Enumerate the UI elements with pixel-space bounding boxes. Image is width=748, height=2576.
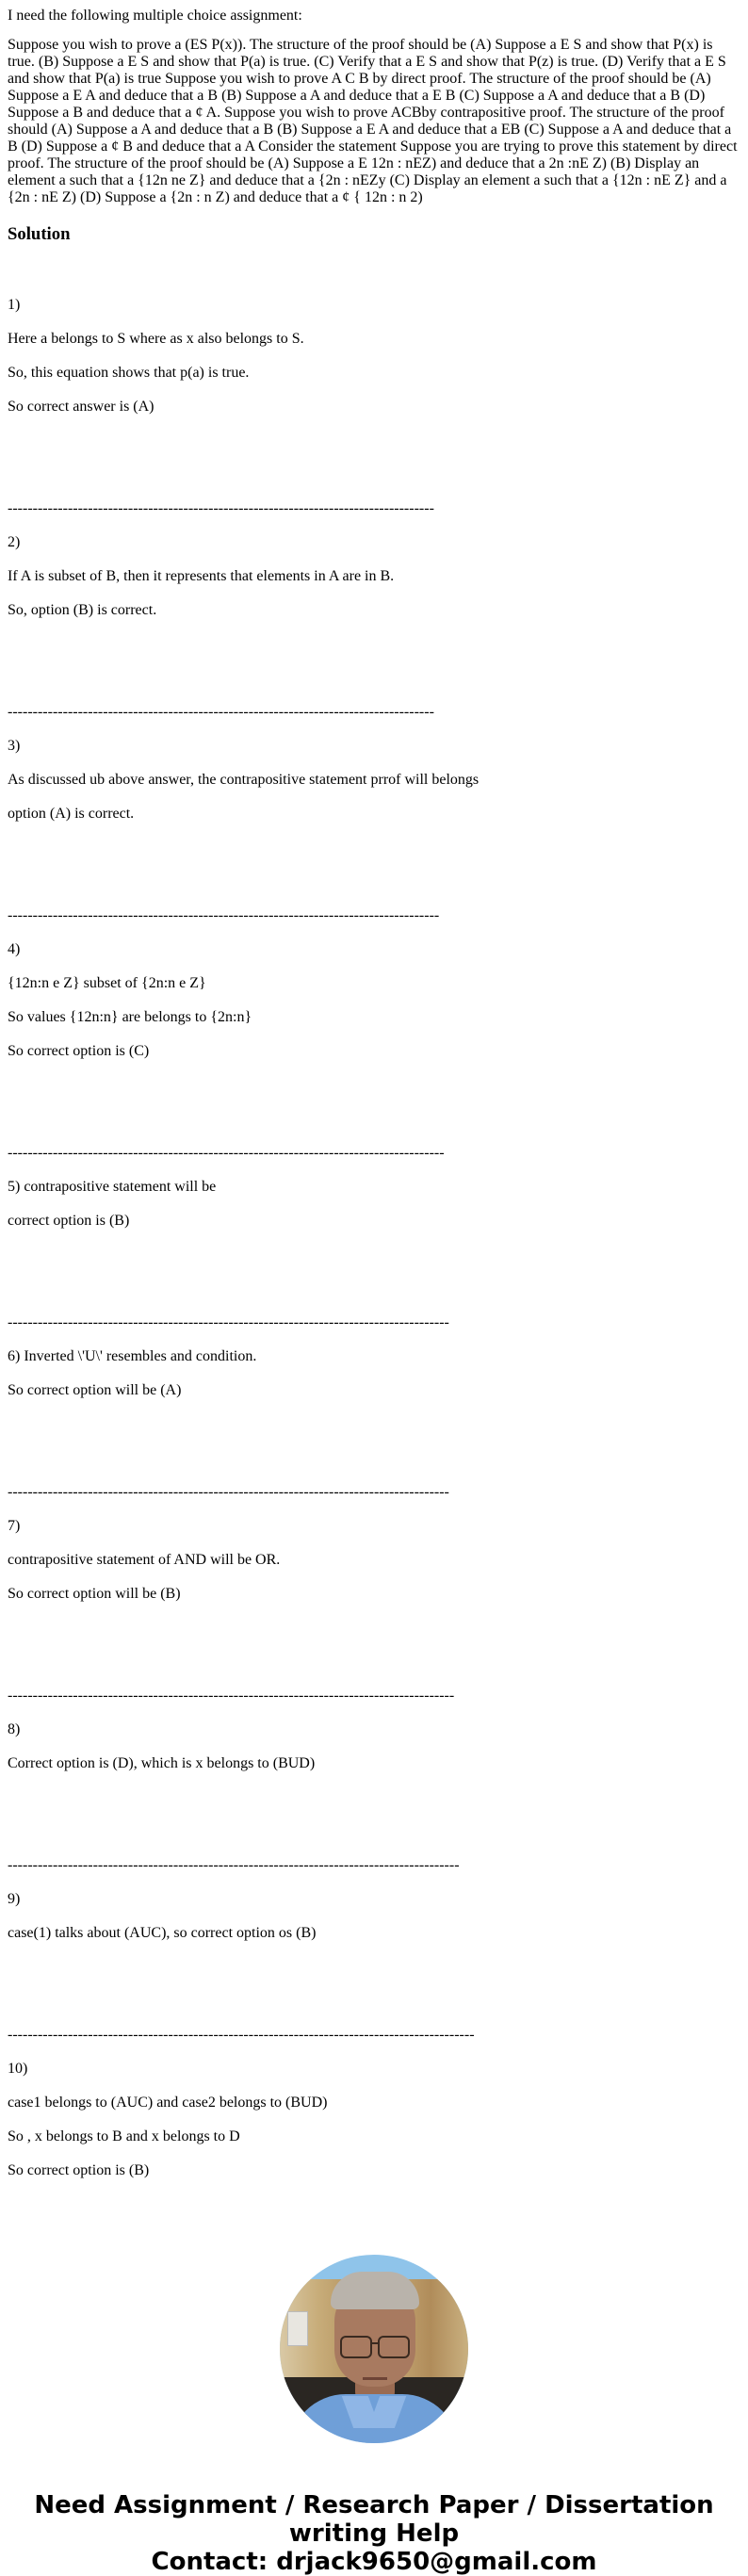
promo-line-1: Need Assignment / Research Paper / Dissertation [34, 2491, 714, 2519]
separator: -------------------------------------------------------------------------------------- [8, 907, 440, 923]
answer-number: 7) [8, 1518, 21, 1534]
glasses-right-lens [378, 2336, 410, 2358]
answer-line: So, this equation shows that p(a) is true. [8, 365, 250, 381]
answer-line: contrapositive statement of AND will be OR. [8, 1552, 281, 1568]
glasses-bridge [370, 2342, 378, 2344]
answer-line: case1 belongs to (AUC) and case2 belongs to (BUD) [8, 2095, 328, 2111]
separator: ------------------------------------------------------------------------------------- [8, 500, 434, 516]
answer-2 [8, 483, 740, 636]
answer-line: If A is subset of B, then it represents that elements in A are in B. [8, 568, 395, 584]
answer-line: Here a belongs to S where as x also belongs to S. [8, 331, 304, 347]
answer-line: 6) Inverted \'U\' resembles and condition. [8, 1348, 257, 1364]
promo-banner [0, 2491, 748, 2576]
glasses-left-lens [340, 2336, 372, 2358]
answer-line: So, option (B) is correct. [8, 602, 157, 618]
author-photo-container [0, 2255, 748, 2443]
answer-number: 3) [8, 738, 21, 754]
separator: --------------------------------------------------------------------------------------- [8, 1145, 445, 1161]
answer-line: {12n:n e Z} subset of {2n:n e Z} [8, 975, 206, 991]
answer-number: 10) [8, 2061, 28, 2077]
promo-line-2: writing Help [288, 2519, 460, 2548]
answer-line: So values {12n:n} are belongs to {2n:n} [8, 1009, 252, 1025]
answer-7 [8, 1467, 740, 1620]
answer-9 [8, 1840, 740, 1959]
question-body: Suppose you wish to prove a (ES P(x)). The structure of the proof should be (A) Suppose a E S and show that P(x) is true. (B) Suppose a E S and show that P(a) is true. (C) Verify that a E S and show that P(z) is true. (D) Verify that a E S and show that P(a) is true Suppose you wish to prove A C B by direct proof. The structure of the proof should be (A) Suppose a E A and deduce that a B (B) Suppose a A and deduce that a E B (C) Suppose a A and deduce that a B (D) Suppose a B and deduce that a ¢ A. Suppose you wish to prove ACBby contrapositive proof. The structure of the proof should (A) Suppose a A and deduce that a B (B) Suppose a E A and deduce that a EB (C) Suppose a A and deduce that a B (D) Suppose a ¢ B and deduce that a A Consider the statement Suppose you are trying to prove this statement by direct proof. The structure of the proof should be (A) Suppose a E 12n : nEZ) and deduce that a 2n :nE Z) (B) Display an element a such that a {12n ne Z} and deduce that a {2n : nEZy (C) Display an element a such that a {12n : nE Z} and a {2n : nE Z) (D) Suppose a {2n : n Z) and deduce that a ¢ { 12n : n 2) [8, 37, 738, 205]
promo-contact: Contact: drjack9650@gmail.com [151, 2548, 597, 2576]
answer-line: So correct option will be (A) [8, 1382, 182, 1398]
answer-5 [8, 1128, 740, 1247]
answer-number: 8) [8, 1721, 21, 1737]
answer-line: So correct answer is (A) [8, 399, 154, 415]
answer-1 [8, 280, 740, 432]
answer-8 [8, 1671, 740, 1789]
separator: ----------------------------------------------------------------------------------------- [8, 1687, 455, 1704]
answer-number: 1) [8, 297, 21, 313]
separator: ---------------------------------------------------------------------------------------- [8, 1484, 449, 1500]
separator: ---------------------------------------------------------------------------------------- [8, 1314, 449, 1330]
separator: ------------------------------------------------------------------------------------- [8, 704, 434, 720]
separator: --------------------------------------------------------------------------------------------- [8, 2027, 475, 2043]
author-photo-icon [280, 2255, 468, 2443]
answer-line: case(1) talks about (AUC), so correct option os (B) [8, 1925, 317, 1941]
light-switch [287, 2311, 308, 2346]
answer-10 [8, 2010, 740, 2196]
answer-line: option (A) is correct. [8, 806, 135, 822]
answer-line: As discussed ub above answer, the contrapositive statement prrof will belongs [8, 772, 480, 788]
separator: ------------------------------------------------------------------------------------------ [8, 1857, 460, 1873]
solution-heading: Solution [8, 224, 71, 244]
answer-line: Correct option is (D), which is x belongs to (BUD) [8, 1755, 316, 1771]
question-intro: I need the following multiple choice assignment: [8, 8, 302, 24]
answer-number: 4) [8, 941, 21, 957]
answer-number: 2) [8, 534, 21, 550]
answer-line: So correct option is (B) [8, 2162, 150, 2178]
answer-line: 5) contrapositive statement will be [8, 1179, 217, 1195]
mouth [363, 2377, 387, 2380]
answer-line: So , x belongs to B and x belongs to D [8, 2128, 240, 2144]
answer-line: So correct option is (C) [8, 1043, 150, 1059]
answer-line: correct option is (B) [8, 1213, 130, 1229]
answer-6 [8, 1297, 740, 1416]
hair [331, 2272, 419, 2309]
answer-4 [8, 890, 740, 1077]
answer-line: So correct option will be (B) [8, 1586, 181, 1602]
answer-number: 9) [8, 1891, 21, 1907]
solution-answers [8, 263, 740, 2213]
answer-3 [8, 687, 740, 840]
